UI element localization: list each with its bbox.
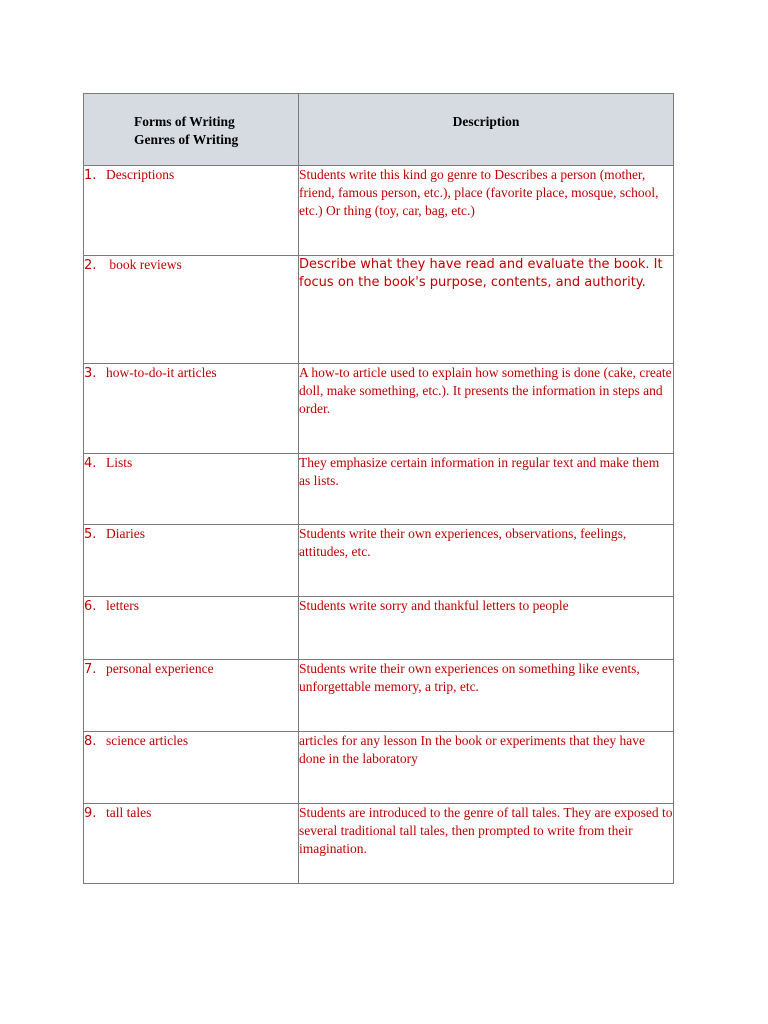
form-cell <box>84 525 299 597</box>
form-label: Diaries <box>106 526 145 541</box>
description-cell: Students write sorry and thankful letters to people <box>299 597 674 660</box>
form-cell <box>84 454 299 525</box>
form-label: science articles <box>106 733 189 748</box>
form-label: Descriptions <box>106 167 175 182</box>
row-number: 5. <box>84 527 97 542</box>
form-cell <box>84 804 299 884</box>
description-text: Describe what they have read and evaluate the book. It focus on the book's purpose, contents, and authority. <box>299 257 663 290</box>
description-cell: Students write their own experiences, observations, feelings, attitudes, etc. <box>299 525 674 597</box>
description-cell: They emphasize certain information in regular text and make them as lists. <box>299 454 674 525</box>
description-cell: Students are introduced to the genre of tall tales. They are exposed to several traditional tall tales, then prompted to write from their imagination. <box>299 804 674 884</box>
table-row <box>84 597 674 660</box>
description-cell <box>299 256 674 364</box>
writing-genres-table <box>83 93 674 884</box>
form-label: tall tales <box>106 805 152 820</box>
table-row <box>84 166 674 256</box>
form-cell <box>84 166 299 256</box>
form-label: letters <box>106 598 139 613</box>
form-label: how-to-do-it articles <box>106 365 217 380</box>
table-row <box>84 804 674 884</box>
header-forms-line2: Genres of Writing <box>134 132 239 147</box>
form-cell <box>84 256 299 364</box>
description-cell: Students write this kind go genre to Describes a person (mother, friend, famous person, etc.), place (favorite place, mosque, school, etc.) Or thing (toy, car, bag, etc.) <box>299 166 674 256</box>
row-number: 8. <box>84 734 97 749</box>
header-forms-line1: Forms of Writing <box>134 114 235 129</box>
description-cell: Students write their own experiences on something like events, unforgettable memory, a trip, etc. <box>299 660 674 732</box>
row-number: 2. <box>84 258 97 273</box>
table-row <box>84 660 674 732</box>
form-cell <box>84 660 299 732</box>
table-header-row <box>84 94 674 166</box>
form-label: personal experience <box>106 661 214 676</box>
description-cell: A how-to article used to explain how something is done (cake, create doll, make something, etc.). It presents the information in steps and order. <box>299 364 674 454</box>
row-number: 7. <box>84 662 97 677</box>
header-description-cell: Description <box>299 94 674 166</box>
form-label: book reviews <box>106 257 182 272</box>
table-row <box>84 525 674 597</box>
description-cell: articles for any lesson In the book or experiments that they have done in the laboratory <box>299 732 674 804</box>
row-number: 4. <box>84 456 97 471</box>
form-cell <box>84 364 299 454</box>
table-row <box>84 454 674 525</box>
form-cell <box>84 732 299 804</box>
row-number: 3. <box>84 366 97 381</box>
form-cell <box>84 597 299 660</box>
form-label: Lists <box>106 455 133 470</box>
row-number: 1. <box>84 168 97 183</box>
header-forms-cell <box>84 94 299 166</box>
table-row <box>84 256 674 364</box>
row-number: 9. <box>84 806 97 821</box>
table-row <box>84 364 674 454</box>
table-row <box>84 732 674 804</box>
row-number: 6. <box>84 599 97 614</box>
